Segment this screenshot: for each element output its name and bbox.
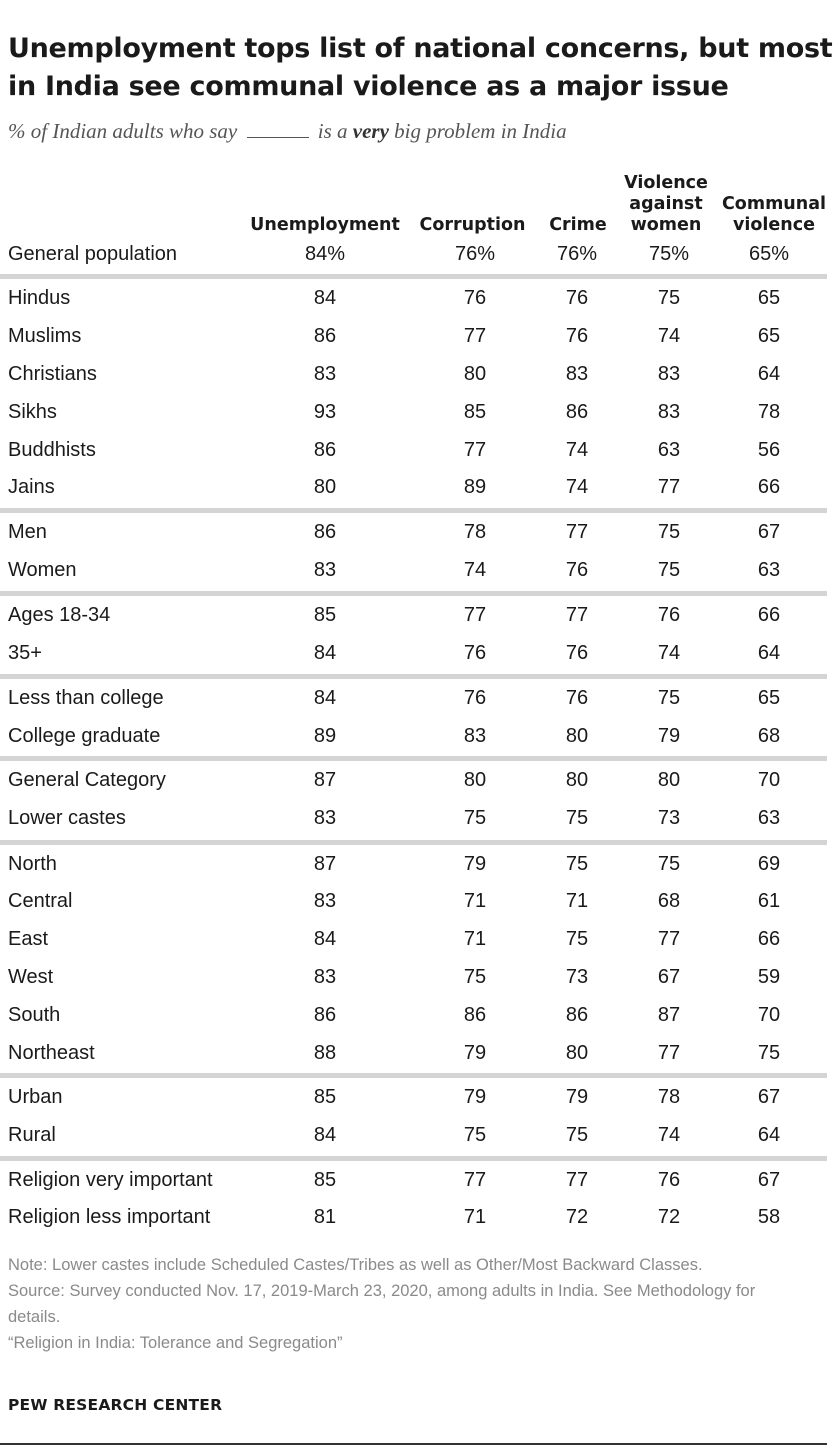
brand-logo-text: PEW RESEARCH CENTER	[8, 1396, 223, 1414]
group-separator	[0, 274, 827, 279]
row-label: Hindus	[8, 287, 71, 309]
cell-crime: 75	[565, 1124, 589, 1146]
table-row	[0, 514, 840, 550]
cell-communal-violence: 67	[757, 1169, 781, 1191]
cell-unemployment: 93	[313, 401, 337, 423]
column-header-violence-against-women: Violence against women	[624, 173, 708, 235]
subtitle-blank	[247, 137, 309, 138]
cell-crime: 73	[565, 966, 589, 988]
row-label: Religion less important	[8, 1206, 211, 1228]
table-row	[0, 236, 840, 272]
cell-communal-violence: 66	[757, 476, 781, 498]
cell-unemployment: 83	[313, 559, 337, 581]
cell-corruption: 79	[463, 1042, 487, 1064]
cell-violence-against-women: 75	[657, 853, 681, 875]
table-row	[0, 762, 840, 798]
table-row	[0, 280, 840, 316]
row-label: Urban	[8, 1086, 63, 1108]
cell-corruption: 76	[463, 687, 487, 709]
cell-unemployment: 85	[313, 604, 337, 626]
row-label: Christians	[8, 363, 97, 385]
cell-violence-against-women: 75%	[648, 243, 690, 265]
cell-corruption: 85	[463, 401, 487, 423]
cell-corruption: 80	[463, 769, 487, 791]
cell-crime: 76	[565, 687, 589, 709]
cell-unemployment: 86	[313, 1004, 337, 1026]
cell-communal-violence: 66	[757, 928, 781, 950]
group-separator	[0, 1073, 827, 1078]
cell-crime: 83	[565, 363, 589, 385]
cell-corruption: 89	[463, 476, 487, 498]
cell-communal-violence: 65%	[748, 243, 790, 265]
table-row	[0, 1035, 840, 1071]
cell-crime: 71	[565, 890, 589, 912]
table-row	[0, 1162, 840, 1198]
cell-corruption: 75	[463, 966, 487, 988]
cell-communal-violence: 64	[757, 1124, 781, 1146]
cell-crime: 75	[565, 928, 589, 950]
cell-unemployment: 81	[313, 1206, 337, 1228]
cell-crime: 76	[565, 559, 589, 581]
cell-corruption: 77	[463, 1169, 487, 1191]
table-row	[0, 597, 840, 633]
cell-crime: 80	[565, 769, 589, 791]
cell-crime: 76%	[556, 243, 598, 265]
cell-unemployment: 84	[313, 287, 337, 309]
table-row	[0, 318, 840, 354]
cell-violence-against-women: 83	[657, 363, 681, 385]
cell-communal-violence: 63	[757, 559, 781, 581]
cell-communal-violence: 67	[757, 1086, 781, 1108]
cell-unemployment: 86	[313, 325, 337, 347]
cell-corruption: 76	[463, 287, 487, 309]
group-separator	[0, 508, 827, 513]
notes	[8, 1252, 808, 1356]
cell-unemployment: 84	[313, 928, 337, 950]
cell-violence-against-women: 75	[657, 559, 681, 581]
cell-communal-violence: 59	[757, 966, 781, 988]
row-label: Religion very important	[8, 1169, 213, 1191]
cell-crime: 74	[565, 439, 589, 461]
row-label: General population	[8, 243, 178, 265]
cell-communal-violence: 65	[757, 687, 781, 709]
cell-violence-against-women: 74	[657, 642, 681, 664]
cell-communal-violence: 61	[757, 890, 781, 912]
table-row	[0, 921, 840, 957]
table-row	[0, 394, 840, 430]
cell-corruption: 71	[463, 1206, 487, 1228]
cell-crime: 86	[565, 401, 589, 423]
cell-communal-violence: 63	[757, 807, 781, 829]
subtitle-before: % of Indian adults who say	[8, 119, 238, 143]
cell-communal-violence: 65	[757, 287, 781, 309]
cell-corruption: 86	[463, 1004, 487, 1026]
cell-communal-violence: 67	[757, 521, 781, 543]
cell-communal-violence: 70	[757, 1004, 781, 1026]
cell-corruption: 75	[463, 807, 487, 829]
row-label: Men	[8, 521, 47, 543]
row-label: Northeast	[8, 1042, 95, 1064]
subtitle-middle: is a	[317, 119, 348, 143]
cell-crime: 77	[565, 521, 589, 543]
footer-divider	[0, 1443, 827, 1445]
cell-crime: 76	[565, 325, 589, 347]
chart-subtitle	[8, 119, 567, 144]
cell-communal-violence: 56	[757, 439, 781, 461]
cell-unemployment: 86	[313, 521, 337, 543]
row-label: Rural	[8, 1124, 56, 1146]
cell-corruption: 77	[463, 604, 487, 626]
table-row	[0, 800, 840, 836]
row-label: General Category	[8, 769, 166, 791]
group-separator	[0, 756, 827, 761]
cell-violence-against-women: 76	[657, 604, 681, 626]
cell-unemployment: 86	[313, 439, 337, 461]
cell-corruption: 71	[463, 928, 487, 950]
table-row	[0, 1199, 840, 1235]
table-row	[0, 1079, 840, 1115]
cell-unemployment: 89	[313, 725, 337, 747]
cell-crime: 80	[565, 1042, 589, 1064]
row-label: Less than college	[8, 687, 164, 709]
cell-corruption: 78	[463, 521, 487, 543]
table-row	[0, 635, 840, 671]
column-header-unemployment: Unemployment	[250, 215, 400, 235]
cell-violence-against-women: 68	[657, 890, 681, 912]
cell-crime: 86	[565, 1004, 589, 1026]
chart-title: Unemployment tops list of national concerns, but most in India see communal violence as a major issue	[8, 33, 833, 102]
column-header-communal-violence: Communal violence	[721, 194, 827, 235]
cell-violence-against-women: 67	[657, 966, 681, 988]
cell-violence-against-women: 83	[657, 401, 681, 423]
group-separator	[0, 674, 827, 679]
row-label: East	[8, 928, 49, 950]
cell-unemployment: 87	[313, 769, 337, 791]
cell-communal-violence: 64	[757, 363, 781, 385]
cell-violence-against-women: 77	[657, 1042, 681, 1064]
table-row	[0, 959, 840, 995]
group-separator	[0, 840, 827, 845]
cell-crime: 75	[565, 807, 589, 829]
cell-unemployment: 84	[313, 1124, 337, 1146]
row-label: 35+	[8, 642, 42, 664]
row-label: Buddhists	[8, 439, 96, 461]
cell-unemployment: 84	[313, 687, 337, 709]
cell-communal-violence: 64	[757, 642, 781, 664]
cell-violence-against-women: 76	[657, 1169, 681, 1191]
cell-communal-violence: 78	[757, 401, 781, 423]
column-header-crime: Crime	[549, 215, 607, 235]
cell-violence-against-women: 63	[657, 439, 681, 461]
cell-corruption: 79	[463, 853, 487, 875]
row-label: College graduate	[8, 725, 161, 747]
row-label: Lower castes	[8, 807, 126, 829]
cell-crime: 80	[565, 725, 589, 747]
cell-unemployment: 83	[313, 966, 337, 988]
subtitle-after: big problem in India	[394, 119, 567, 143]
cell-crime: 77	[565, 1169, 589, 1191]
cell-violence-against-women: 77	[657, 476, 681, 498]
cell-corruption: 80	[463, 363, 487, 385]
cell-crime: 76	[565, 287, 589, 309]
cell-corruption: 76	[463, 642, 487, 664]
cell-corruption: 77	[463, 325, 487, 347]
cell-corruption: 79	[463, 1086, 487, 1108]
cell-violence-against-women: 73	[657, 807, 681, 829]
cell-communal-violence: 70	[757, 769, 781, 791]
cell-crime: 76	[565, 642, 589, 664]
subtitle-emphasis: very	[352, 119, 389, 143]
note-text: Note: Lower castes include Scheduled Castes/Tribes as well as Other/Most Backward Classes.	[8, 1256, 703, 1274]
table-row	[0, 997, 840, 1033]
cell-crime: 79	[565, 1086, 589, 1108]
table-row	[0, 356, 840, 392]
table-row	[0, 883, 840, 919]
row-label: Women	[8, 559, 77, 581]
row-label: South	[8, 1004, 61, 1026]
row-label: West	[8, 966, 54, 988]
cell-communal-violence: 68	[757, 725, 781, 747]
cell-corruption: 74	[463, 559, 487, 581]
cell-corruption: 77	[463, 439, 487, 461]
cell-violence-against-women: 74	[657, 325, 681, 347]
row-label: Central	[8, 890, 73, 912]
table-row	[0, 680, 840, 716]
row-label: Muslims	[8, 325, 82, 347]
cell-violence-against-women: 75	[657, 287, 681, 309]
row-label: North	[8, 853, 57, 875]
cell-crime: 72	[565, 1206, 589, 1228]
cell-corruption: 71	[463, 890, 487, 912]
cell-corruption: 76%	[454, 243, 496, 265]
cell-violence-against-women: 87	[657, 1004, 681, 1026]
cell-crime: 74	[565, 476, 589, 498]
cell-violence-against-women: 77	[657, 928, 681, 950]
cell-unemployment: 80	[313, 476, 337, 498]
group-separator	[0, 591, 827, 596]
column-header-corruption: Corruption	[419, 215, 526, 235]
cell-communal-violence: 65	[757, 325, 781, 347]
cell-unemployment: 83	[313, 890, 337, 912]
cell-unemployment: 85	[313, 1169, 337, 1191]
cell-violence-against-women: 74	[657, 1124, 681, 1146]
cell-corruption: 83	[463, 725, 487, 747]
row-label: Sikhs	[8, 401, 57, 423]
table-row	[0, 846, 840, 882]
cell-unemployment: 84%	[304, 243, 346, 265]
cell-communal-violence: 58	[757, 1206, 781, 1228]
cell-unemployment: 88	[313, 1042, 337, 1064]
cell-violence-against-women: 72	[657, 1206, 681, 1228]
cell-violence-against-women: 75	[657, 521, 681, 543]
source-text: Source: Survey conducted Nov. 17, 2019-March 23, 2020, among adults in India. See Methodology for details.	[8, 1282, 756, 1326]
cell-unemployment: 87	[313, 853, 337, 875]
row-label: Ages 18-34	[8, 604, 111, 626]
table-row	[0, 718, 840, 754]
cell-communal-violence: 66	[757, 604, 781, 626]
cell-violence-against-women: 75	[657, 687, 681, 709]
table-row	[0, 1117, 840, 1153]
cell-unemployment: 83	[313, 807, 337, 829]
row-label: Jains	[8, 476, 55, 498]
cell-corruption: 75	[463, 1124, 487, 1146]
cell-unemployment: 84	[313, 642, 337, 664]
cell-communal-violence: 69	[757, 853, 781, 875]
cell-crime: 77	[565, 604, 589, 626]
group-separator	[0, 1156, 827, 1161]
cell-unemployment: 83	[313, 363, 337, 385]
cell-unemployment: 85	[313, 1086, 337, 1108]
cell-violence-against-women: 78	[657, 1086, 681, 1108]
cell-violence-against-women: 79	[657, 725, 681, 747]
table-row	[0, 432, 840, 468]
table-row	[0, 552, 840, 588]
report-title: “Religion in India: Tolerance and Segregation”	[8, 1334, 343, 1352]
cell-communal-violence: 75	[757, 1042, 781, 1064]
cell-crime: 75	[565, 853, 589, 875]
table-row	[0, 469, 840, 505]
cell-violence-against-women: 80	[657, 769, 681, 791]
